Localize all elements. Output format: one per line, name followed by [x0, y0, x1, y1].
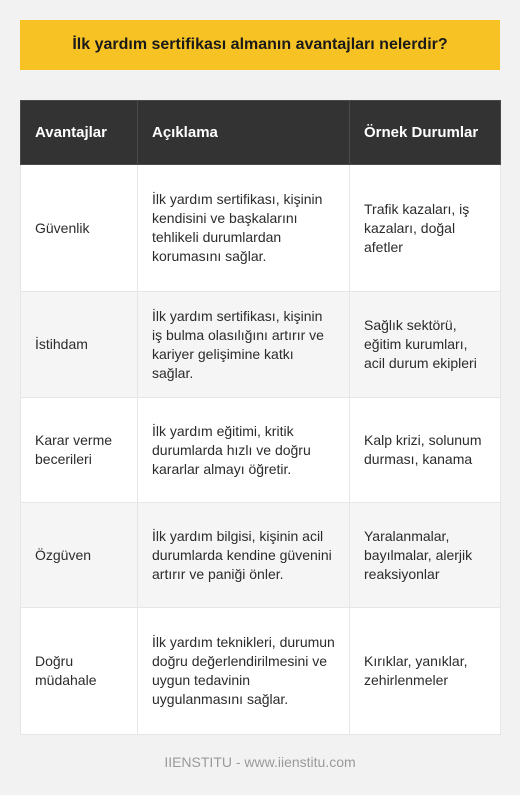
description-cell: İlk yardım sertifikası, kişinin iş bulma olasılığını artırır ve kariyer gelişimine katkı sağlar. [138, 292, 350, 398]
examples-cell: Yaralanmalar, bayılmalar, alerjik reaksiyonlar [350, 503, 501, 608]
advantage-cell: Özgüven [21, 503, 138, 608]
header-advantages: Avantajlar [21, 101, 138, 165]
advantage-cell: Güvenlik [21, 165, 138, 292]
advantage-cell: Karar verme becerileri [21, 398, 138, 503]
description-cell: İlk yardım sertifikası, kişinin kendisini ve başkalarını tehlikeli durumlardan korumasını sağlar. [138, 165, 350, 292]
examples-cell: Kırıklar, yanıklar, zehirlenmeler [350, 608, 501, 735]
examples-cell: Kalp krizi, solunum durması, kanama [350, 398, 501, 503]
description-cell: İlk yardım teknikleri, durumun doğru değerlendirilmesini ve uygun tedavinin uygulanmasını sağlar. [138, 608, 350, 735]
description-cell: İlk yardım eğitimi, kritik durumlarda hızlı ve doğru kararlar almayı öğretir. [138, 398, 350, 503]
table-header-row [21, 101, 501, 165]
title-banner [20, 20, 500, 70]
examples-cell: Sağlık sektörü, eğitim kurumları, acil durum ekipleri [350, 292, 501, 398]
header-description: Açıklama [138, 101, 350, 165]
benefits-table [20, 100, 501, 735]
table-row [21, 503, 501, 608]
header-examples: Örnek Durumlar [350, 101, 501, 165]
examples-cell: Trafik kazaları, iş kazaları, doğal afetler [350, 165, 501, 292]
description-cell: İlk yardım bilgisi, kişinin acil durumlarda kendine güvenini artırır ve paniği önler. [138, 503, 350, 608]
advantage-cell: İstihdam [21, 292, 138, 398]
table-row [21, 292, 501, 398]
table-row [21, 608, 501, 735]
advantage-cell: Doğru müdahale [21, 608, 138, 735]
page-title: İlk yardım sertifikası almanın avantajları nelerdir? [72, 36, 448, 53]
table-row [21, 398, 501, 503]
table-row [21, 165, 501, 292]
footer-credit: IIENSTITU - www.iienstitu.com [164, 754, 356, 770]
